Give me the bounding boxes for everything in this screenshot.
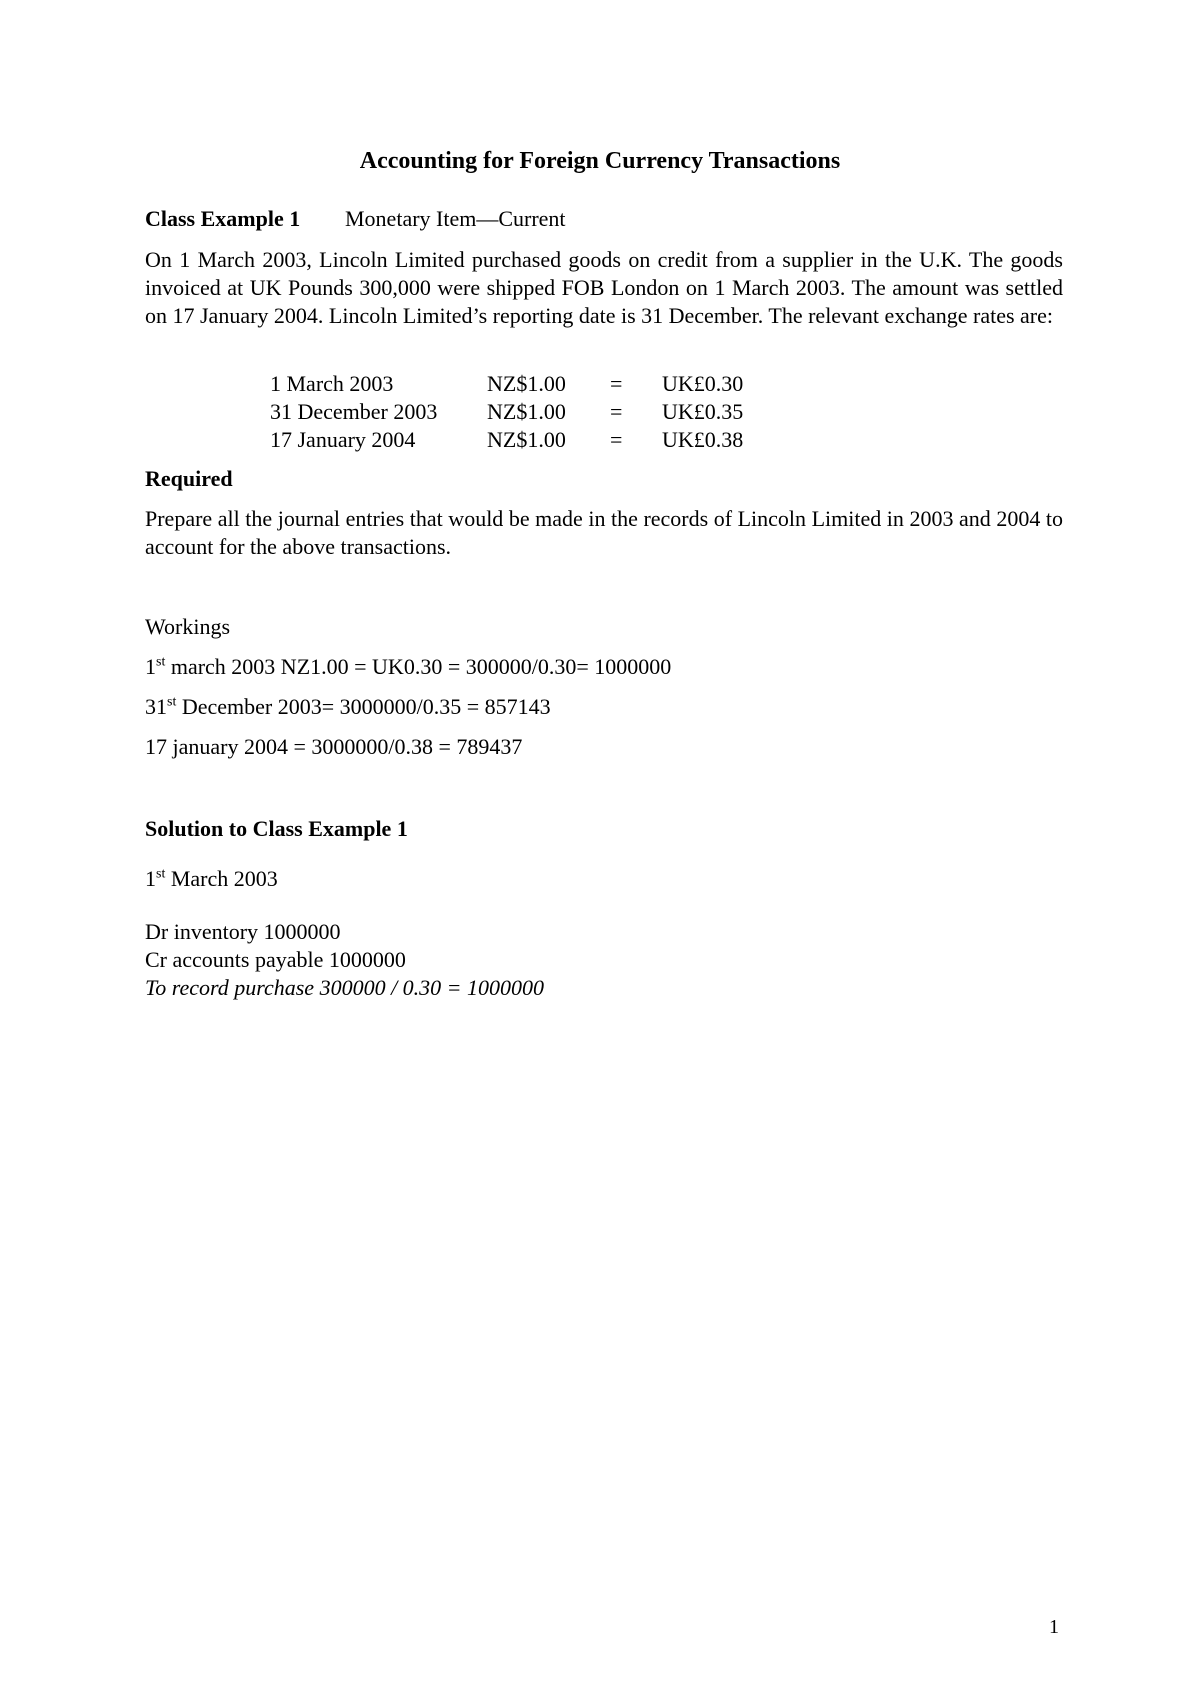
solution-heading: Solution to Class Example 1 xyxy=(145,816,408,841)
required-text: Prepare all the journal entries that would be made in the records of Lincoln Limited in 2003 and 2004 to account for the above transactions. xyxy=(145,506,1063,559)
workings-line-2-sup: st xyxy=(167,694,177,710)
workings-line-1 xyxy=(145,653,671,681)
problem-paragraph: On 1 March 2003, Lincoln Limited purchased goods on credit from a supplier in the U.K. The goods invoiced at UK Pounds 300,000 were shipped FOB London on 1 March 2003. The amount was settled on 17 January 2004. Lincoln Limited’s reporting date is 31 December. The relevant exchange rates are: xyxy=(145,247,1063,328)
rate-uk: UK£0.38 xyxy=(662,427,744,452)
workings-line-1-text: march 2003 NZ1.00 = UK0.30 = 300000/0.30= 1000000 xyxy=(165,654,672,679)
solution-date-text: March 2003 xyxy=(165,866,278,891)
rate-nz: NZ$1.00 xyxy=(487,371,566,396)
required-heading: Required xyxy=(145,466,233,491)
solution-date-sup: st xyxy=(156,866,166,882)
rate-uk: UK£0.30 xyxy=(662,371,744,396)
journal-debit-line: Dr inventory 1000000 xyxy=(145,919,341,944)
workings-line-1-sup: st xyxy=(156,654,166,670)
exchange-rates-table xyxy=(270,370,870,454)
workings-line-2 xyxy=(145,693,551,721)
rate-equals: = xyxy=(610,399,623,424)
rate-nz: NZ$1.00 xyxy=(487,427,566,452)
rate-date: 1 March 2003 xyxy=(270,371,394,396)
workings-line-2-text: December 2003= 3000000/0.35 = 857143 xyxy=(176,694,551,719)
document-title: Accounting for Foreign Currency Transactions xyxy=(359,148,841,174)
workings-heading: Workings xyxy=(145,614,231,639)
workings-line-2-num: 31 xyxy=(145,694,167,719)
rate-nz: NZ$1.00 xyxy=(487,399,566,424)
solution-date-num: 1 xyxy=(145,866,156,891)
workings-line-1-num: 1 xyxy=(145,654,156,679)
rate-date: 31 December 2003 xyxy=(270,399,438,424)
rate-equals: = xyxy=(610,371,623,396)
journal-credit-line: Cr accounts payable 1000000 xyxy=(145,947,406,972)
rate-row xyxy=(270,370,870,398)
journal-narration: To record purchase 300000 / 0.30 = 1000000 xyxy=(145,975,545,1000)
rate-equals: = xyxy=(610,427,623,452)
page-number: 1 xyxy=(1049,1616,1059,1638)
rate-row xyxy=(270,426,870,454)
rate-uk: UK£0.35 xyxy=(662,399,744,424)
rate-date: 17 January 2004 xyxy=(270,427,416,452)
workings-line-3: 17 january 2004 = 3000000/0.38 = 789437 xyxy=(145,734,523,759)
class-example-label: Class Example 1 xyxy=(145,206,301,231)
rate-row xyxy=(270,398,870,426)
solution-date xyxy=(145,865,278,893)
class-example-topic: Monetary Item—Current xyxy=(345,206,566,231)
class-example-heading xyxy=(145,205,566,233)
